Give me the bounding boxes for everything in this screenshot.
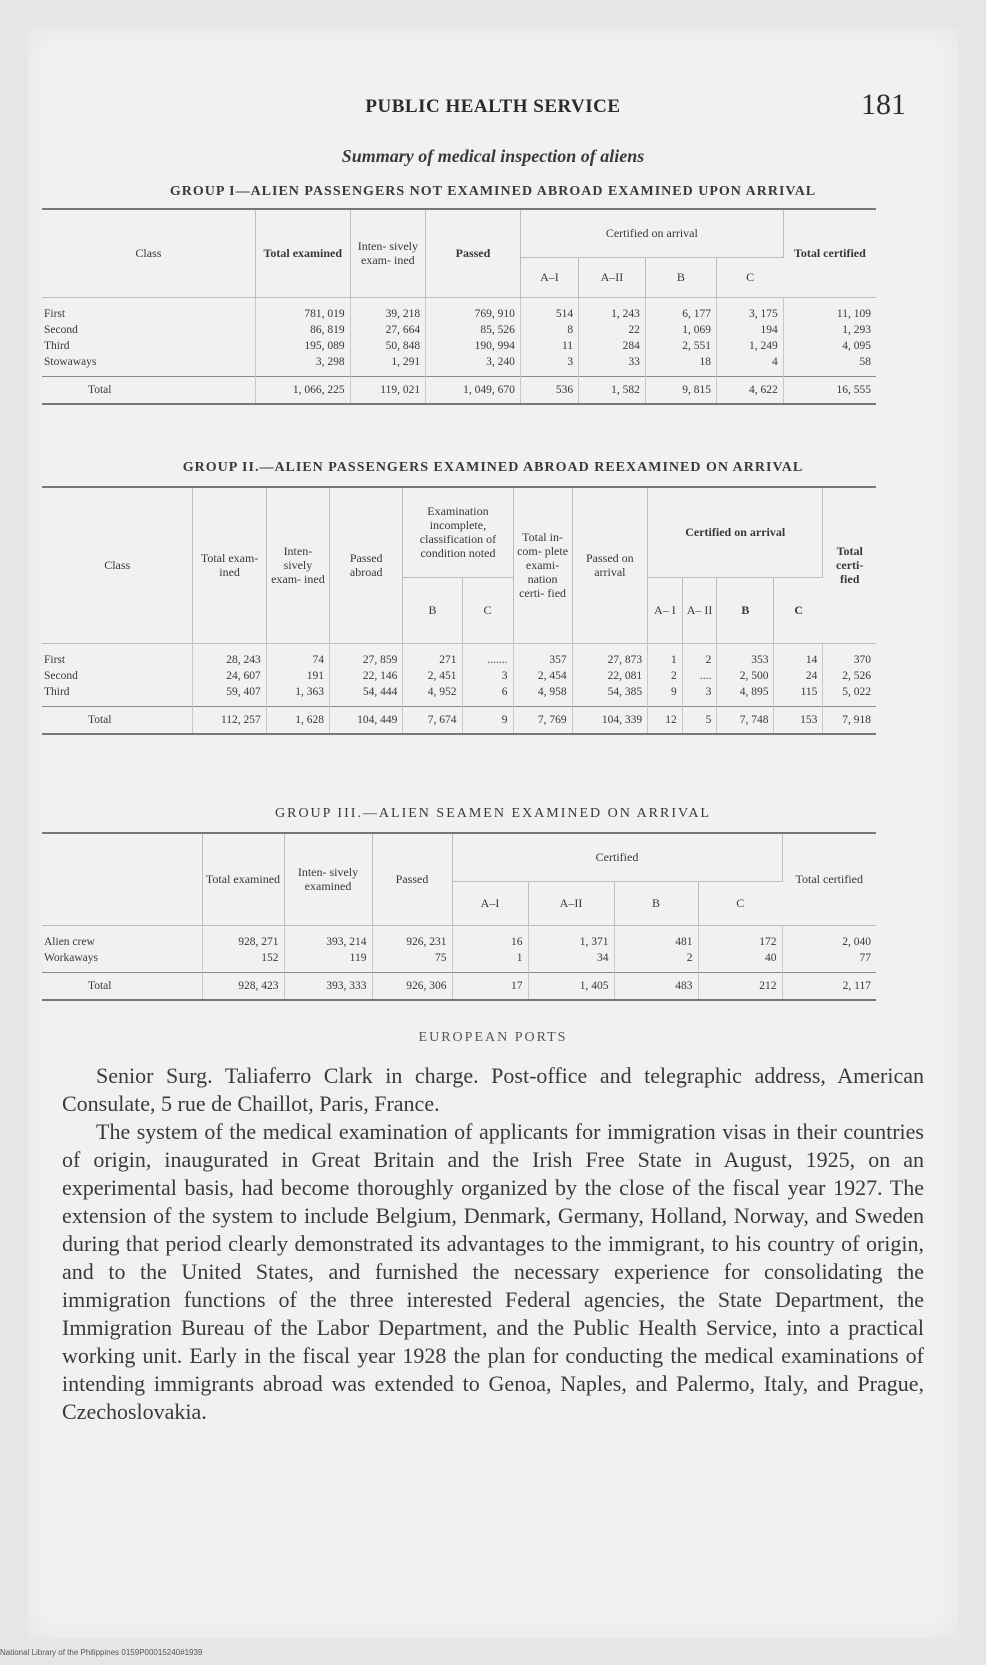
cell: 58 — [859, 355, 871, 368]
cell: 1, 582 — [579, 376, 646, 404]
cell: 104, 339 — [572, 706, 647, 734]
col-certified-on-arrival: Certified on arrival — [648, 487, 823, 577]
cell: 926, 306 — [372, 972, 452, 1000]
cell: 112, 257 — [193, 706, 266, 734]
summary-title: Summary of medical inspection of aliens — [341, 146, 645, 166]
cell: 195, 089 — [255, 338, 350, 354]
col-passed: Passed — [426, 209, 521, 297]
cell: 2, 454 — [513, 668, 572, 684]
cell: 172 — [698, 925, 782, 950]
cell: 194 — [716, 322, 783, 338]
cell: 1, 069 — [645, 322, 716, 338]
group1-total — [42, 376, 876, 404]
group2-heading: GROUP II.—ALIEN PASSENGERS EXAMINED ABROAD REEXAMINED ON ARRIVAL — [182, 460, 804, 475]
scan-footer: National Library of the Philippines 0159P00015240#1939 — [0, 1648, 203, 1657]
cell: 59, 407 — [193, 684, 266, 707]
cell: 928, 423 — [202, 972, 284, 1000]
cell: 28, 243 — [193, 643, 266, 668]
cell: 3 — [682, 684, 717, 707]
paragraph-body: The system of the medical examination of applicants for immigration visas in their countries of origin, inaugurated in Great Britain and the Irish Free State in August, 1925, on an experimental basis, had become thoroughly organized by the close of the fiscal year 1927. The extension of the system to include Belgium, Denmark, Germany, Holland, Norway, and Sweden during that period clearly demonstrated its advantages to the immigrant, to his country of origin, and to the United States, and furnished the necessary experience for consolidating the immigration functions of the three interested Federal agencies, the State Department, the Immigration Bureau of the Labor Department, and the Public Health Service, into a practical working unit. Early in the fiscal year 1928 the plan for conducting the medical examinations of intending immigrants abroad was extended to Genoa, Naples, and Palermo, Italy, and Prague, Czechoslovakia. — [62, 1119, 924, 1424]
cell: 54, 385 — [572, 684, 647, 707]
row-label: Third — [42, 338, 255, 354]
col-total-incomplete: Total in- com- plete exami- nation certi- fied — [513, 487, 572, 643]
cell: 7, 769 — [513, 706, 572, 734]
cell: 2, 500 — [717, 668, 774, 684]
cell: 3, 175 — [716, 297, 783, 322]
cell: 284 — [579, 338, 646, 354]
cell: 212 — [698, 972, 782, 1000]
cell: 7, 918 — [823, 706, 876, 734]
col-b: B — [645, 257, 716, 297]
cell: 16, 555 — [783, 376, 876, 404]
cell: 1, 363 — [266, 684, 329, 707]
cell: 104, 449 — [330, 706, 403, 734]
col-certified-on-arrival: Certified on arrival — [520, 209, 783, 257]
cell: 75 — [372, 950, 452, 973]
cell: 17 — [452, 972, 528, 1000]
cell: 4, 958 — [513, 684, 572, 707]
col-class: Class — [42, 209, 255, 297]
cell: 1, 249 — [716, 338, 783, 354]
col-passed-on-arrival: Passed on arrival — [572, 487, 647, 643]
col-c: C — [698, 881, 782, 925]
document-page — [28, 28, 958, 1638]
cell: 3 — [462, 668, 513, 684]
table-row — [42, 643, 876, 668]
col-b: B — [614, 881, 698, 925]
cell: 119, 021 — [350, 376, 425, 404]
cell: 9 — [462, 706, 513, 734]
cell: 152 — [202, 950, 284, 973]
cell: 1, 628 — [266, 706, 329, 734]
section-heading: EUROPEAN PORTS — [418, 1030, 568, 1045]
cell: 4 — [716, 354, 783, 377]
group3-table — [42, 832, 876, 1001]
cell: 9 — [648, 684, 683, 707]
cell: 5, 022 — [842, 685, 871, 698]
cell: 1 — [648, 643, 683, 668]
cell: 536 — [520, 376, 578, 404]
table-row — [42, 297, 876, 322]
col-a2: A–II — [579, 257, 646, 297]
cell: 22, 146 — [330, 668, 403, 684]
cell: 3, 240 — [426, 354, 521, 377]
group1-rows — [42, 297, 876, 376]
row-label: First — [42, 643, 193, 668]
cell: 9, 815 — [645, 376, 716, 404]
col-passed-abroad: Passed abroad — [330, 487, 403, 643]
cell: 2, 526 — [842, 669, 871, 682]
cell: 769, 910 — [426, 297, 521, 322]
col-a1: A–I — [452, 881, 528, 925]
cell: 514 — [520, 297, 578, 322]
group3-heading: GROUP III.—ALIEN SEAMEN EXAMINED ON ARRIVAL — [275, 806, 711, 821]
col-intensively-examined: Inten- sively examined — [284, 833, 372, 925]
table-row — [42, 668, 876, 684]
col-total-examined: Total examined — [255, 209, 350, 297]
col-c: C — [716, 257, 783, 297]
col-class: Class — [42, 487, 193, 643]
group2-rows — [42, 643, 876, 706]
cell: 393, 333 — [284, 972, 372, 1000]
group1-heading: GROUP I—ALIEN PASSENGERS NOT EXAMINED ABROAD EXAMINED UPON ARRIVAL — [169, 184, 817, 199]
cell: 22, 081 — [572, 668, 647, 684]
table-row — [42, 354, 876, 377]
cell: 40 — [698, 950, 782, 973]
col-total-certified: Total certi- fied — [823, 487, 876, 643]
cell: 370 — [853, 653, 871, 666]
cell: 928, 271 — [202, 925, 284, 950]
cell: 1, 049, 670 — [426, 376, 521, 404]
col-total-certified: Total certified — [783, 209, 876, 297]
row-label: Stowaways — [42, 354, 255, 377]
row-label: Total — [42, 706, 193, 734]
col-cert-b: B — [717, 577, 774, 643]
cell: 2, 040 — [842, 935, 871, 948]
cell: 74 — [266, 643, 329, 668]
cell: 481 — [614, 925, 698, 950]
cell: 191 — [266, 668, 329, 684]
cell: 271 — [403, 643, 462, 668]
col-examination-incomplete: Examination incomplete, classification of condition noted — [403, 487, 513, 577]
cell: .... — [682, 668, 717, 684]
cell: 1 — [452, 950, 528, 973]
col-certified: Certified — [452, 833, 782, 881]
cell: 12 — [648, 706, 683, 734]
running-head — [28, 88, 958, 128]
cell: 6 — [462, 684, 513, 707]
group3-rows — [42, 925, 876, 972]
col-total-examined: Total exam- ined — [193, 487, 266, 643]
col-total-certified: Total certified — [782, 833, 876, 925]
cell: 1, 293 — [842, 323, 871, 336]
cell: 24, 607 — [193, 668, 266, 684]
cell: 1, 371 — [528, 925, 614, 950]
cell: 86, 819 — [255, 322, 350, 338]
cell: 27, 873 — [572, 643, 647, 668]
group3-total — [42, 972, 876, 1000]
paragraph-intro: Senior Surg. Taliaferro Clark in charge. Post-office and telegraphic address, American Consulate, 5 rue de Chaillot, Paris, France. — [62, 1063, 924, 1116]
table-row — [42, 322, 876, 338]
cell: 190, 994 — [426, 338, 521, 354]
cell: 39, 218 — [350, 297, 425, 322]
page-number: 181 — [861, 88, 906, 121]
cell: 1, 243 — [579, 297, 646, 322]
cell: 926, 231 — [372, 925, 452, 950]
col-a1: A–I — [520, 257, 578, 297]
cell: 22 — [579, 322, 646, 338]
row-label: Third — [42, 684, 193, 707]
total-row — [42, 706, 876, 734]
cell: 2, 117 — [782, 972, 876, 1000]
cell: 3 — [520, 354, 578, 377]
row-label: First — [42, 297, 255, 322]
cell: ....... — [462, 643, 513, 668]
col-passed: Passed — [372, 833, 452, 925]
cell: 353 — [717, 643, 774, 668]
cell: 4, 952 — [403, 684, 462, 707]
cell: 77 — [859, 951, 871, 964]
cell: 393, 214 — [284, 925, 372, 950]
table-row — [42, 925, 876, 950]
cell: 115 — [774, 684, 823, 707]
cell: 27, 664 — [350, 322, 425, 338]
cell: 85, 526 — [426, 322, 521, 338]
col-cert-c: C — [774, 577, 823, 643]
cell: 1, 291 — [350, 354, 425, 377]
cell: 2 — [682, 643, 717, 668]
col-c: C — [462, 577, 513, 643]
cell: 1, 405 — [528, 972, 614, 1000]
cell: 3, 298 — [255, 354, 350, 377]
cell: 2, 551 — [645, 338, 716, 354]
cell: 18 — [645, 354, 716, 377]
row-label: Workaways — [42, 950, 202, 973]
cell: 4, 622 — [716, 376, 783, 404]
row-label: Total — [42, 376, 255, 404]
cell: 2 — [648, 668, 683, 684]
table-row — [42, 950, 876, 973]
group2-table — [42, 486, 876, 735]
cell: 11, 109 — [836, 307, 871, 320]
group2-total — [42, 706, 876, 734]
cell: 34 — [528, 950, 614, 973]
running-title: PUBLIC HEALTH SERVICE — [365, 96, 621, 117]
cell: 153 — [774, 706, 823, 734]
cell: 8 — [520, 322, 578, 338]
col-a2: A–II — [528, 881, 614, 925]
cell: 50, 848 — [350, 338, 425, 354]
cell: 781, 019 — [255, 297, 350, 322]
col-a1: A– I — [648, 577, 683, 643]
cell: 483 — [614, 972, 698, 1000]
cell: 24 — [774, 668, 823, 684]
cell: 1, 066, 225 — [255, 376, 350, 404]
cell: 7, 674 — [403, 706, 462, 734]
col-intensively-examined: Inten- sively exam- ined — [266, 487, 329, 643]
col-total-examined: Total examined — [202, 833, 284, 925]
row-label: Second — [42, 322, 255, 338]
col-a2: A– II — [682, 577, 717, 643]
row-label: Alien crew — [42, 925, 202, 950]
cell: 14 — [774, 643, 823, 668]
cell: 7, 748 — [717, 706, 774, 734]
cell: 4, 095 — [842, 339, 871, 352]
cell: 16 — [452, 925, 528, 950]
cell: 119 — [284, 950, 372, 973]
cell: 357 — [513, 643, 572, 668]
table-row — [42, 338, 876, 354]
cell: 4, 895 — [717, 684, 774, 707]
group1-table — [42, 208, 876, 405]
col-b: B — [403, 577, 462, 643]
cell: 6, 177 — [645, 297, 716, 322]
col-class — [42, 833, 202, 925]
cell: 54, 444 — [330, 684, 403, 707]
cell: 11 — [520, 338, 578, 354]
row-label: Total — [42, 972, 202, 1000]
table-row — [42, 684, 876, 707]
cell: 2 — [614, 950, 698, 973]
cell: 33 — [579, 354, 646, 377]
cell: 5 — [682, 706, 717, 734]
row-label: Second — [42, 668, 193, 684]
total-row — [42, 376, 876, 404]
total-row — [42, 972, 876, 1000]
cell: 27, 859 — [330, 643, 403, 668]
col-intensively-examined: Inten- sively exam- ined — [350, 209, 425, 297]
cell: 2, 451 — [403, 668, 462, 684]
